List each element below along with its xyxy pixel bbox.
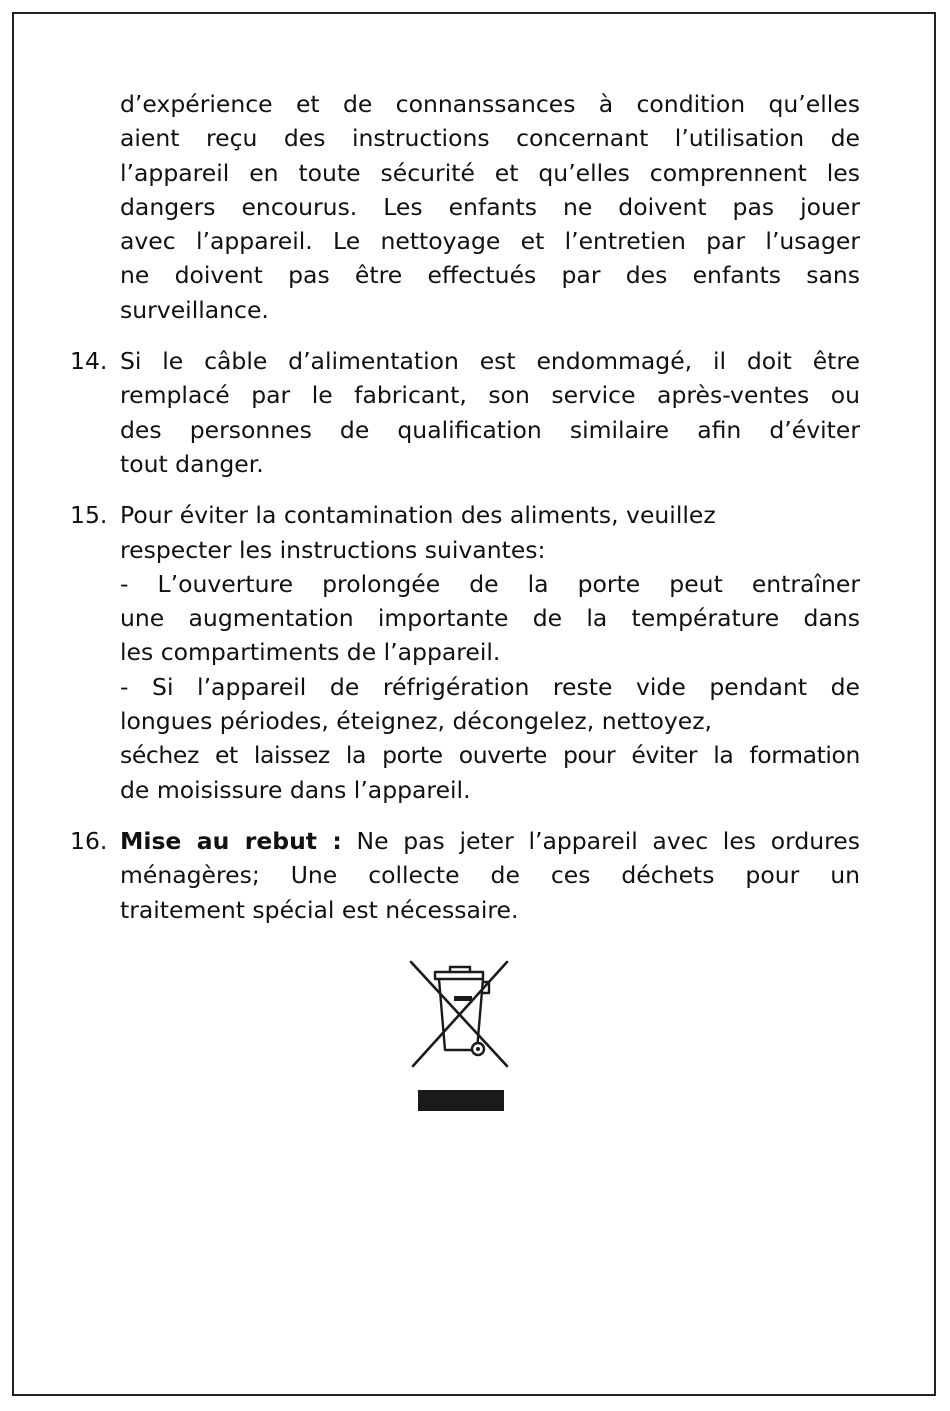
text-line: - Si l’appareil de réfrigération reste vide pendant de [120,672,860,701]
text-line: surveillance. [120,295,269,324]
text-line: - L’ouverture prolongée de la porte peut entraîner [120,569,860,598]
item-number: 16. [70,826,108,855]
item-13-continuation [70,87,860,327]
text-line: Si le câble d’alimentation est endommagé, il doit être [120,347,860,376]
list-item-15 [70,498,860,807]
text-line: ménagères; Une collecte de ces déchets pour un [120,861,860,890]
text-line [120,824,860,858]
text-line: remplacé par le fabricant, son service après-ventes ou [120,381,860,410]
text-line: des personnes de qualification similaire afin d’éviter [120,415,860,444]
text-line: les compartiments de l’appareil. [120,638,501,667]
text-line: Pour éviter la contamination des aliments, veuillez [120,501,716,530]
text-line: une augmentation importante de la température dans [120,604,860,633]
text-line: respecter les instructions suivantes: [120,535,546,564]
item-number: 15. [70,501,108,530]
text-line: dangers encourus. Les enfants ne doivent pas jouer [120,192,860,221]
text-line: ne doivent pas être effectués par des enfants sans [120,261,860,290]
text-line: l’appareil en toute sécurité et qu’elles comprennent les [120,158,860,187]
text-line: séchez et laissez la porte ouverte pour éviter la formation [120,741,860,770]
text-line: aient reçu des instructions concernant l’utilisation de [120,124,860,153]
item-number: 14. [70,347,108,376]
disposal-label: Mise au rebut : [120,826,342,855]
disposal-text: Ne pas jeter l’appareil avec les ordures [341,826,860,855]
text-line: traitement spécial est nécessaire. [120,895,519,924]
text-line: de moisissure dans l’appareil. [120,775,471,804]
text-line: d’expérience et de connanssances à condition qu’elles [120,90,860,118]
document-body [70,87,860,927]
text-line: longues périodes, éteignez, décongelez, nettoyez, [120,707,713,736]
list-item-16 [70,824,860,927]
crossed-out-wheelie-bin-icon [407,958,513,1114]
list-item-14 [70,344,860,481]
text-line: avec l’appareil. Le nettoyage et l’entretien par l’usager [120,227,860,256]
text-line: tout danger. [120,449,264,478]
